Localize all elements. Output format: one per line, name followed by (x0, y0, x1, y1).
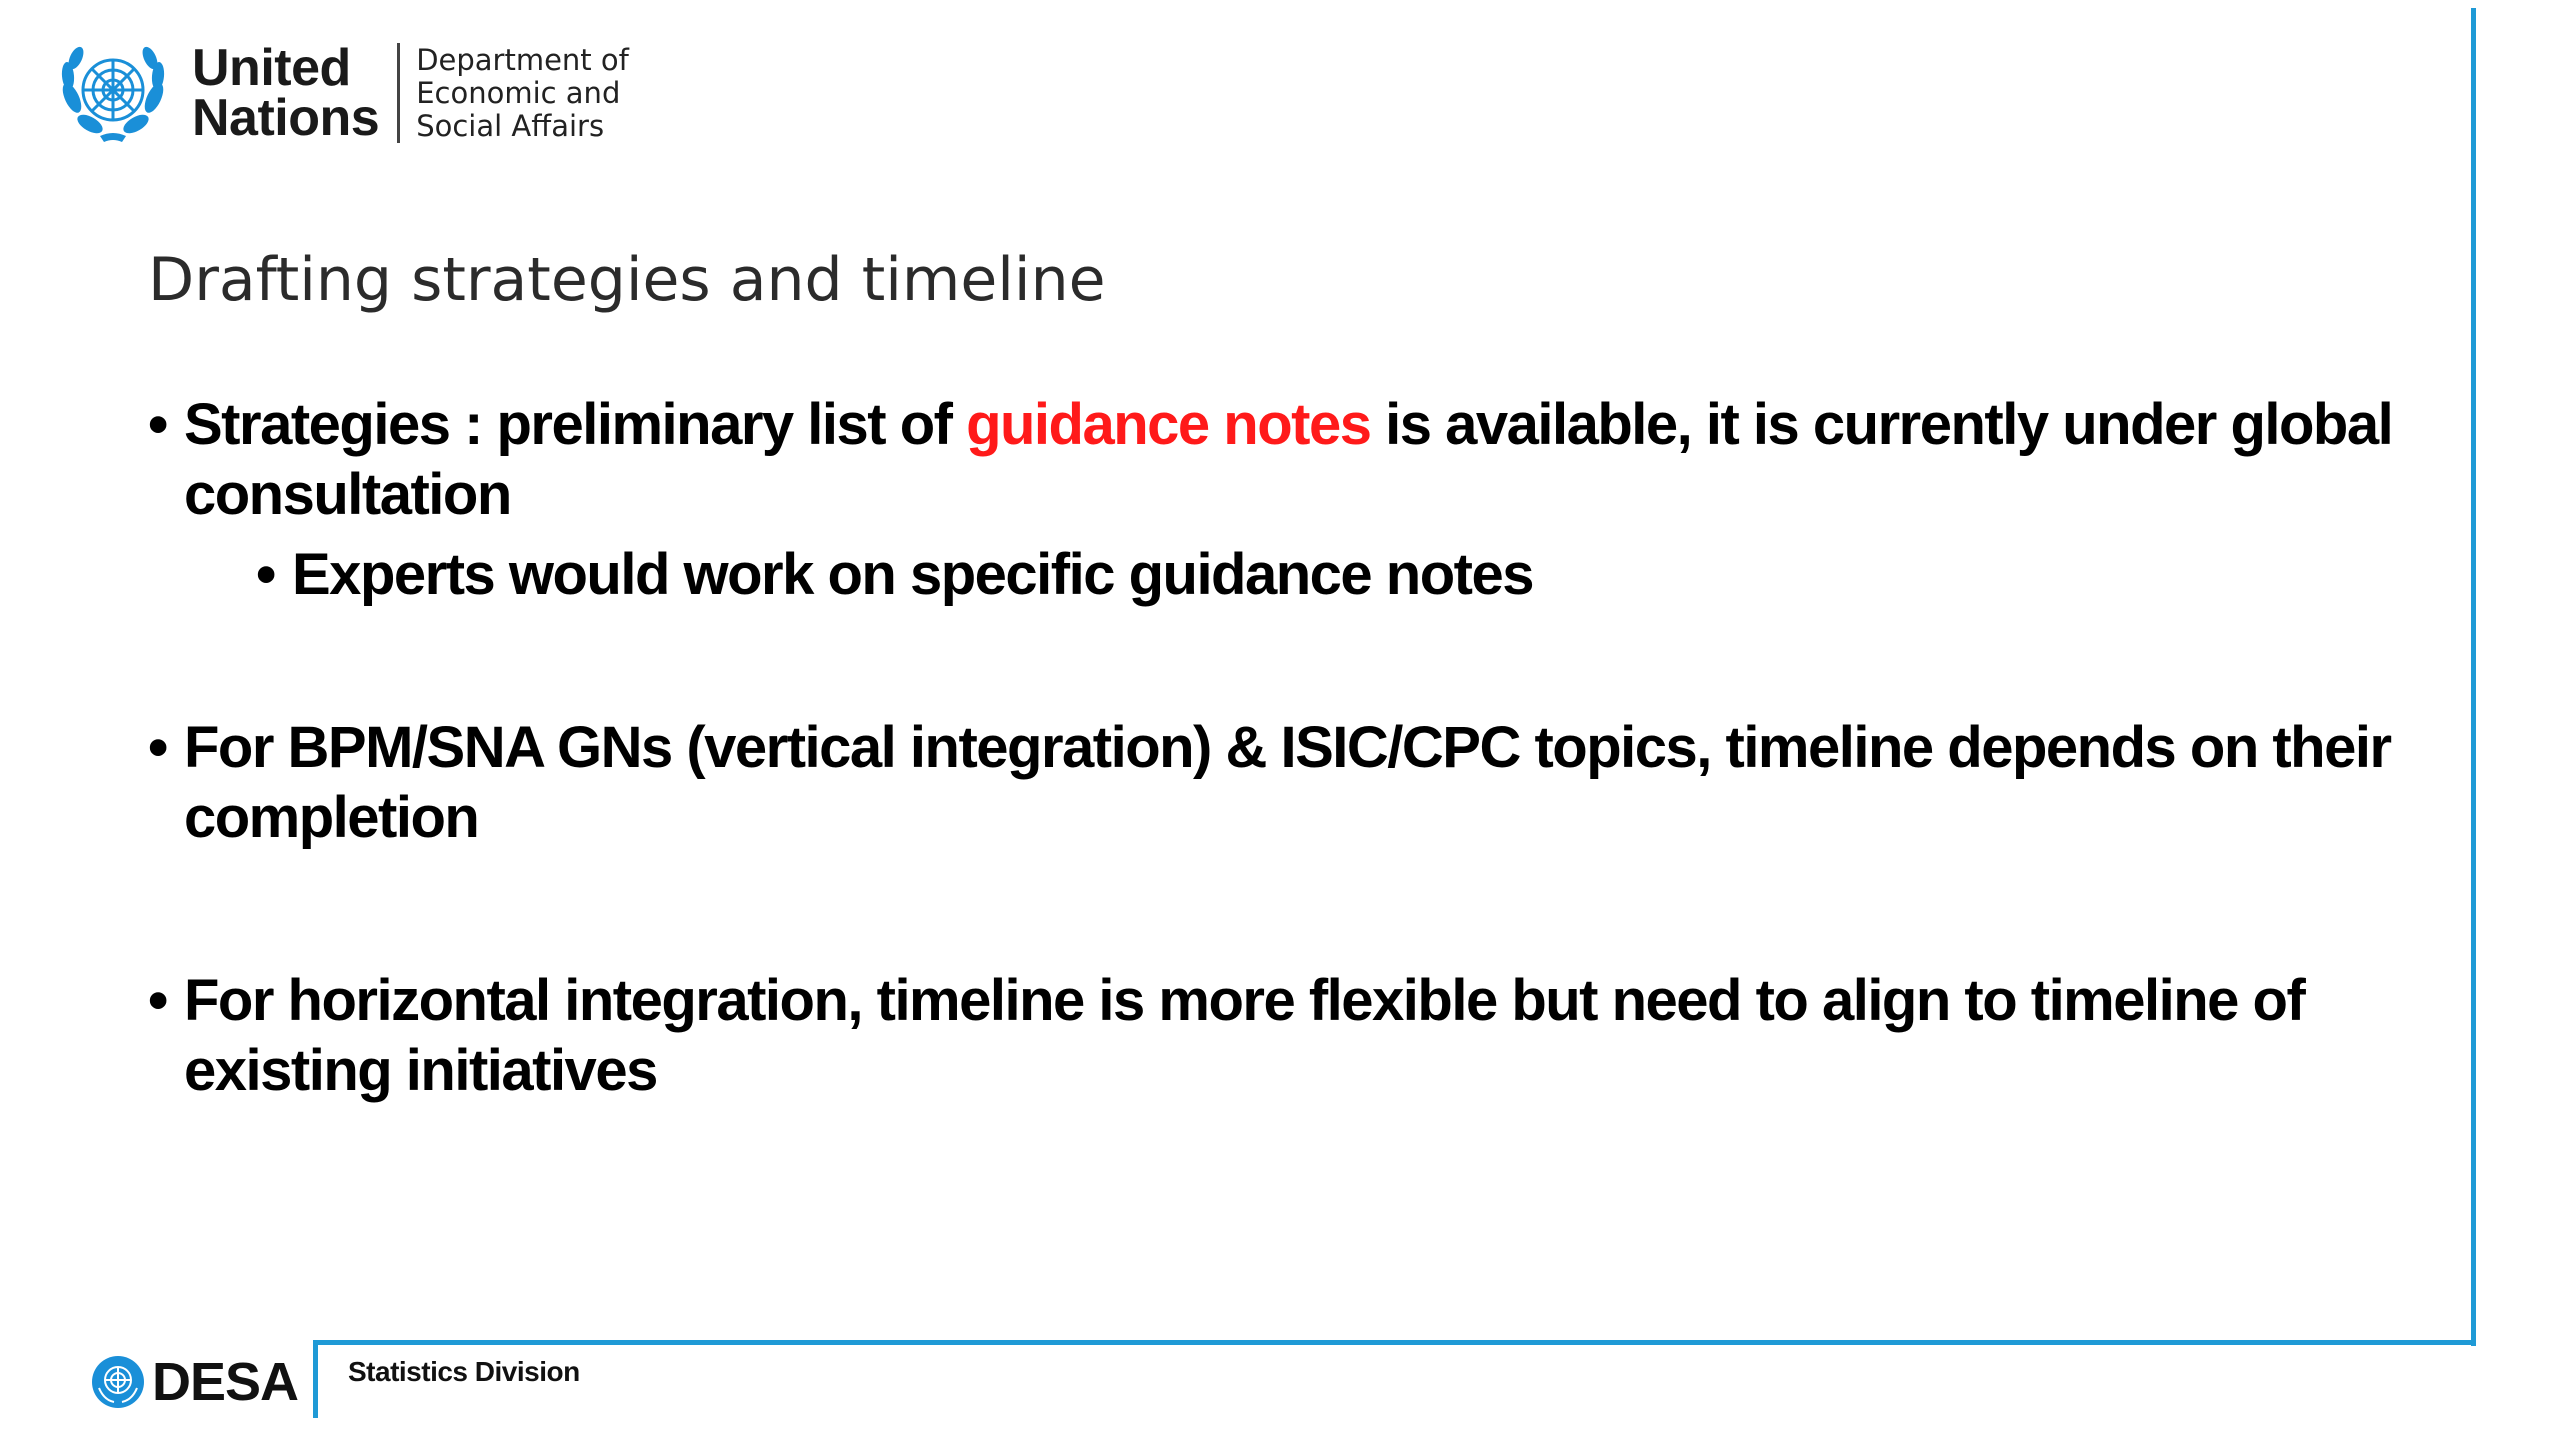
dept-line-3: Social Affairs (416, 108, 605, 143)
un-emblem-icon (52, 38, 174, 148)
un-wordmark (192, 39, 380, 147)
dept-line-2: Economic and (416, 75, 621, 110)
bullet-list (148, 390, 2418, 1106)
frame-right-line (2471, 8, 2476, 1346)
org-line-2: Nations (192, 89, 380, 147)
frame-bottom-line (316, 1340, 2476, 1345)
un-desa-logo (52, 38, 629, 148)
highlight-guidance-notes: guidance notes (966, 392, 1371, 457)
org-line-1: United (192, 39, 351, 97)
footer-division: Statistics Division (348, 1356, 580, 1387)
bullet-horizontal-integration: • For horizontal integration, timeline is more flexible but need to align to timeline of existing initiatives (148, 966, 2418, 1106)
slide-title: Drafting strategies and timeline (148, 245, 1106, 315)
bullet-text: Strategies : preliminary list of (184, 392, 967, 457)
bullet-text: is available, it is currently under global consultation (184, 392, 2393, 527)
footer-divider-line (313, 1340, 318, 1418)
bullet-strategies (148, 390, 2418, 610)
sub-bullet-experts: • Experts would work on specific guidance notes (256, 540, 2418, 610)
un-emblem-icon (90, 1354, 146, 1410)
logo-divider (397, 43, 400, 143)
department-name (416, 44, 629, 143)
dept-line-1: Department of (416, 42, 629, 77)
bullet-vertical-integration: • For BPM/SNA GNs (vertical integration) & ISIC/CPC topics, timeline depends on their completion (148, 713, 2418, 853)
desa-logo (90, 1352, 298, 1412)
footer-brand: DESA (152, 1352, 299, 1412)
